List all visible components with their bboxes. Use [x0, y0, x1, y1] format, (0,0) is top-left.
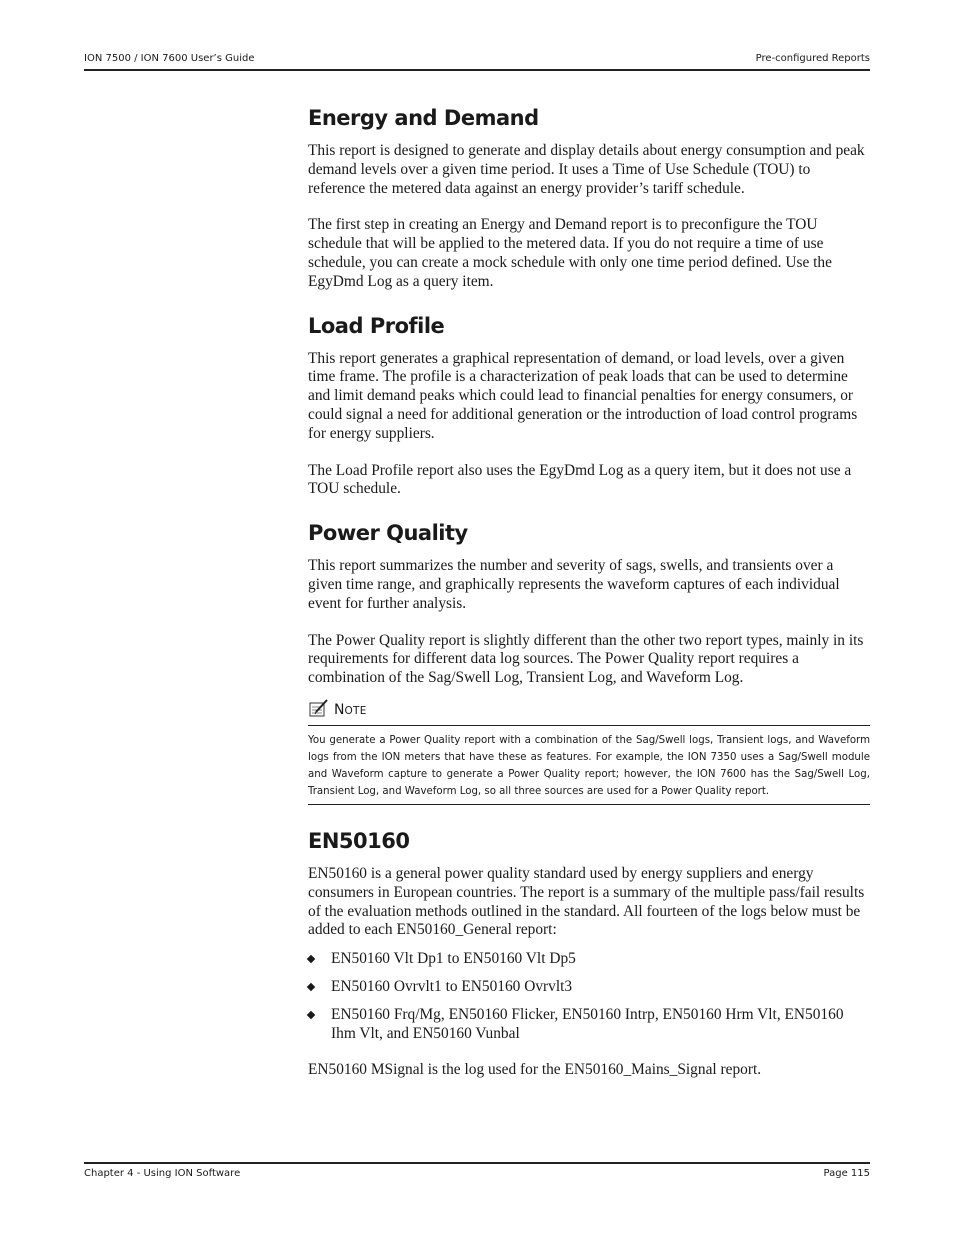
note-pencil-icon — [308, 698, 330, 722]
note-box — [308, 698, 870, 805]
paragraph: This report is designed to generate and display details about energy consumption and peak demand levels over a given time period. It uses a Time of Use Schedule (TOU) to reference the metered data against an energy provider’s tariff schedule. — [308, 142, 865, 197]
paragraph: This report generates a graphical representation of demand, or load levels, over a given time frame. The profile is a characterization of peak loads that can be used to determine and limit demand peaks which could lead to financial penalties for energy consumers, or could signal a need for additional generation or the introduction of load control programs for energy suppliers. — [308, 349, 858, 442]
footer-divider — [84, 1162, 870, 1164]
bullet-diamond-icon — [307, 983, 315, 991]
bullet-diamond-icon — [307, 1010, 315, 1018]
section-en50160 — [308, 825, 870, 1080]
section-load-profile — [308, 310, 870, 500]
section-heading: EN50160 — [308, 828, 410, 853]
paragraph: The Power Quality report is slightly different than the other two report types, mainly in its requirements for different data log sources. The Power Quality report requires a combination of the Sag/Swell Log, Transient Log, and Waveform Log. — [308, 631, 864, 687]
list-item: EN50160 Frq/Mg, EN50160 Flicker, EN50160 Intrp, EN50160 Hrm Vlt, EN50160 Ihm Vlt, and EN50160 Vunbal — [308, 1006, 870, 1044]
header-document-title: ION 7500 / ION 7600 User’s Guide — [84, 53, 255, 64]
log-list — [308, 950, 870, 1043]
page-footer — [84, 1168, 870, 1179]
note-label: NOTE — [334, 701, 367, 718]
paragraph: EN50160 MSignal is the log used for the EN50160_Mains_Signal report. — [308, 1061, 762, 1079]
section-energy-and-demand — [308, 102, 870, 292]
page-number: Page 115 — [823, 1168, 870, 1179]
section-heading: Load Profile — [308, 313, 445, 338]
page-header — [84, 53, 870, 64]
list-item: EN50160 Ovrvlt1 to EN50160 Ovrvlt3 — [308, 978, 870, 997]
footer-chapter: Chapter 4 - Using ION Software — [84, 1168, 241, 1179]
section-heading: Energy and Demand — [308, 106, 539, 130]
note-header — [308, 698, 870, 726]
bullet-diamond-icon — [307, 955, 315, 963]
header-section-title: Pre-configured Reports — [755, 53, 870, 64]
header-divider — [84, 69, 870, 71]
section-power-quality — [308, 517, 870, 805]
main-content — [308, 102, 870, 1098]
paragraph: This report summarizes the number and severity of sags, swells, and transients over a given time range, and graphically represents the waveform captures of each individual event for further analysis. — [308, 557, 840, 612]
paragraph: EN50160 is a general power quality standard used by energy suppliers and energy consumers in European countries. The report is a summary of the multiple pass/fail results of the evaluation methods outlined in the standard. All fourteen of the logs below must be added to each EN50160_General report: — [308, 864, 865, 939]
paragraph: The Load Profile report also uses the EgyDmd Log as a query item, but it does not use a TOU schedule. — [308, 461, 852, 498]
section-heading: Power Quality — [308, 521, 468, 546]
paragraph: The first step in creating an Energy and Demand report is to preconfigure the TOU schedule that will be applied to the metered data. If you do not require a time of use schedule, you can create a mock schedule with only one time period defined. Use the EgyDmd Log as a query item. — [308, 216, 832, 290]
list-item: EN50160 Vlt Dp1 to EN50160 Vlt Dp5 — [308, 950, 870, 969]
note-text: You generate a Power Quality report with a combination of the Sag/Swell logs, Transient logs, and Waveform logs from the ION meters that have these as features. For example, the ION 7350 uses a Sag/Swell module and Waveform capture to generate a Power Quality report; however, the ION 7600 has the Sag/Swell Log, Transient Log, and Waveform Log, so all three sources are used for a Power Quality report. — [308, 726, 870, 805]
